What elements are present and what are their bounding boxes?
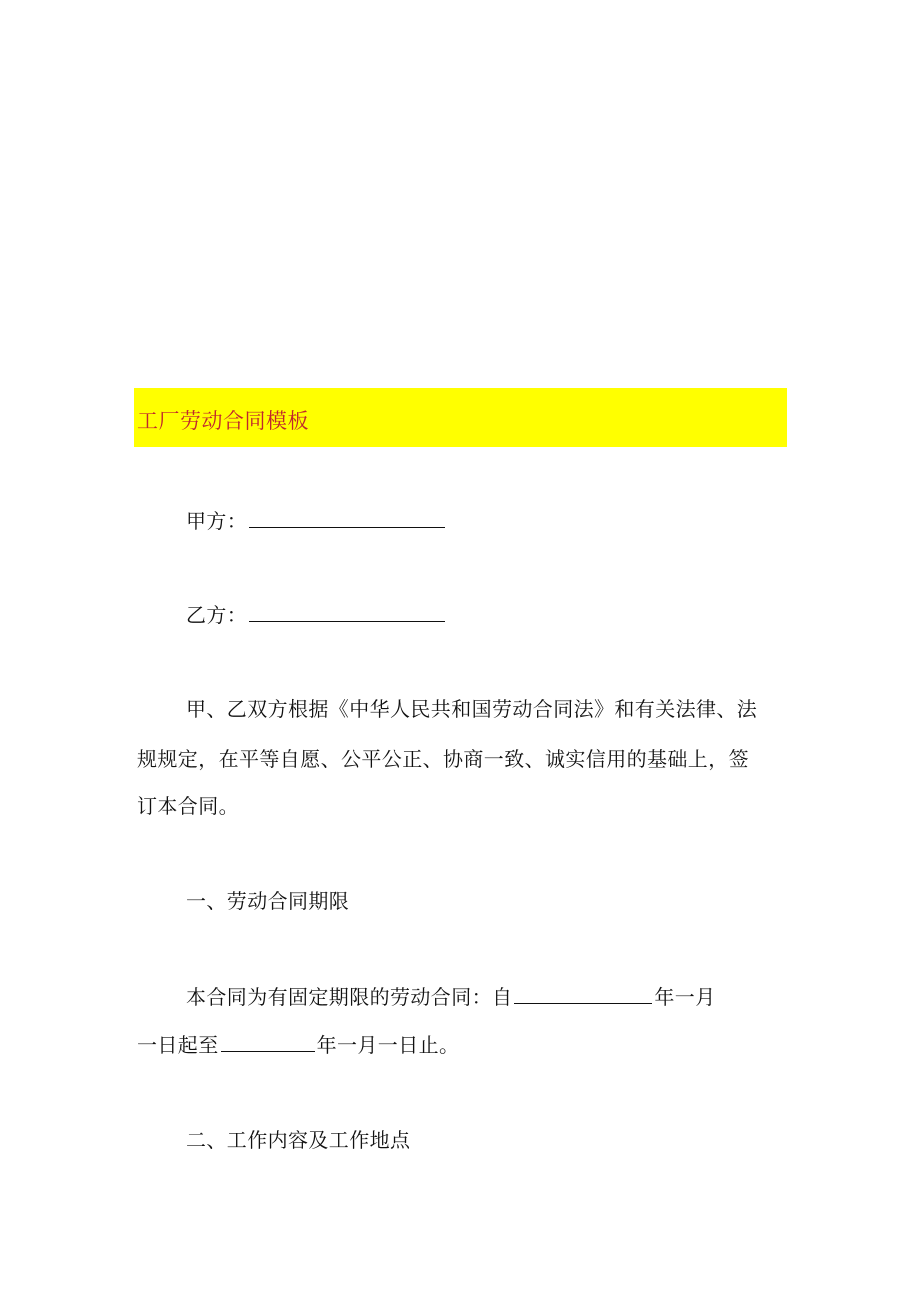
term-line-2-suffix: 年一月一日止。: [316, 1033, 460, 1057]
section-1-heading: 一、劳动合同期限: [186, 889, 350, 913]
section-2-heading: 二、工作内容及工作地点: [186, 1128, 411, 1152]
party-a-label: 甲方：: [186, 509, 248, 533]
term-line-2: [137, 1031, 459, 1057]
term-line-1: [186, 983, 716, 1009]
party-b-blank[interactable]: [249, 601, 445, 622]
preamble-line-1: 甲、乙双方根据《中华人民共和国劳动合同法》和有关法律、法: [186, 697, 758, 721]
title-highlight: [134, 388, 787, 447]
start-year-blank[interactable]: [514, 983, 652, 1004]
end-year-blank[interactable]: [221, 1031, 315, 1052]
preamble-line-2: 规规定，在平等自愿、公平公正、协商一致、诚实信用的基础上，签: [137, 747, 749, 771]
document-title: 工厂劳动合同模板: [137, 409, 309, 433]
term-line-2-prefix: 一日起至: [137, 1033, 219, 1057]
party-b-label: 乙方：: [186, 603, 248, 627]
party-b-line: [186, 601, 445, 627]
party-a-line: [186, 507, 445, 533]
preamble-line-3: 订本合同。: [137, 794, 239, 818]
party-a-blank[interactable]: [249, 507, 445, 528]
term-line-1-suffix: 年一月: [654, 985, 716, 1009]
term-line-1-prefix: 本合同为有固定期限的劳动合同：自: [186, 985, 513, 1009]
